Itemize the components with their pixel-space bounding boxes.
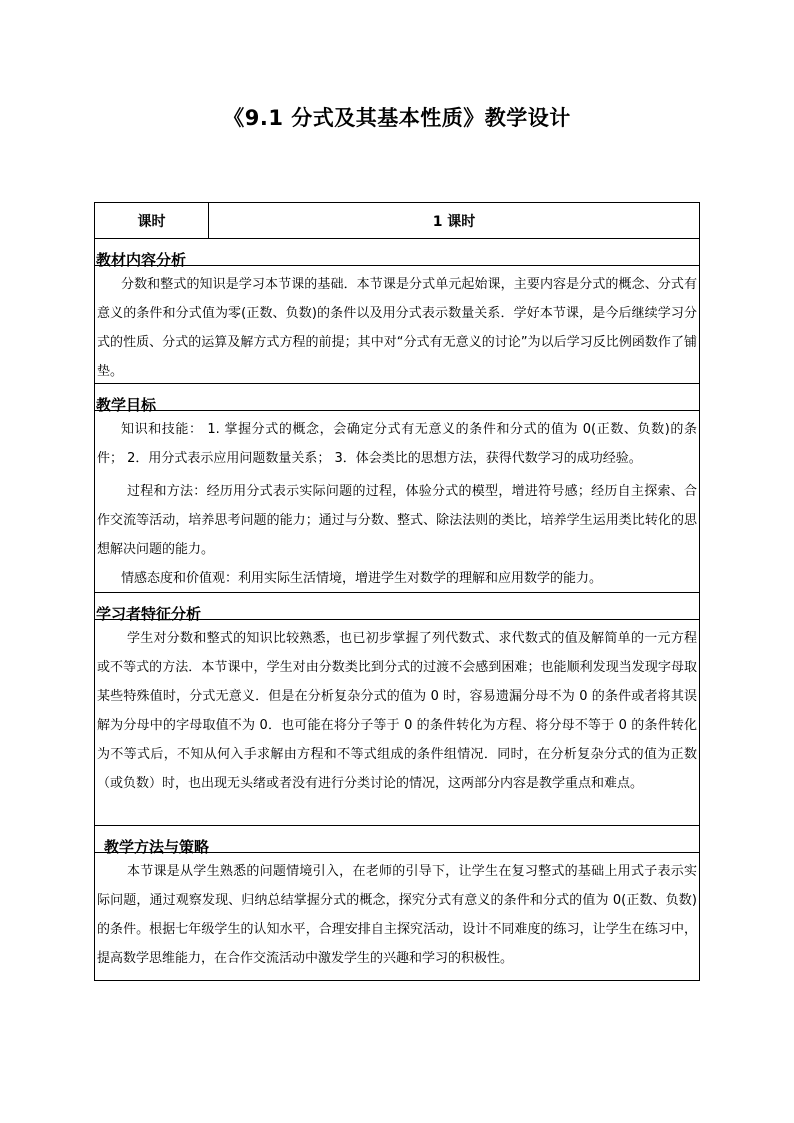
section-content <box>95 266 699 388</box>
class-hours-row <box>95 203 699 239</box>
class-hours-label: 课时 <box>95 203 209 238</box>
section-heading-row <box>95 239 699 269</box>
paragraph: 过程和方法：经历用分式表示实际问题的过程，体验分式的模型，增进符号感；经历自主探索、合作交流等活动，培养思考问题的能力；通过与分数、整式、除法法则的类比，培养学生运用类比转化的思想解决问题的能力。 <box>97 484 697 557</box>
paragraph: 学生对分数和整式的知识比较熟悉，也已初步掌握了列代数式、求代数式的值及解简单的一元方程或不等式的方法．本节课中，学生对由分数类比到分式的过渡不会感到困难；也能顺利发现当发现字母取某些特殊值时，分式无意义．但是在分析复杂分式的值为 0 时，容易遗漏分母不为 0 的条件或者将其误解为分母中的字母取值不为 0．也可能在将分子等于 0 的条件转化为方程、将分母不等于 0 的条件转化为不等式后，不知从何入手求解由方程和不等式组成的条件组情况．同时，在分析复杂分式的值为正数（或负数）时，也出现无头绪或者没有进行分类讨论的情况，这两部分内容是教学重点和难点。 <box>97 631 697 791</box>
lesson-design-table <box>94 202 700 981</box>
section-content-row <box>95 266 699 384</box>
class-hours-value: 1 课时 <box>432 213 476 230</box>
section-heading: 学习者特征分析 <box>96 605 202 623</box>
section-content <box>95 620 699 800</box>
section-heading-row <box>95 826 699 856</box>
section-heading: 教材内容分析 <box>96 251 187 269</box>
paragraph: 知识和技能： 1. 掌握分式的概念，会确定分式有无意义的条件和分式的值为 0(正数、负数)的条件； 2．用分式表示应用问题数量关系； 3．体会类比的思想方法，获得代数学习的成功经验。 <box>97 422 697 466</box>
section-heading-row <box>95 593 699 623</box>
document-title: 《9.1 分式及其基本性质》教学设计 <box>223 106 571 130</box>
paragraph: 情感态度和价值观：利用实际生活情境，增进学生对数学的理解和应用数学的能力。 <box>121 571 603 586</box>
paragraph: 分数和整式的知识是学习本节课的基础．本节课是分式单元起始课，主要内容是分式的概念、分式有意义的条件和分式值为零(正数、负数)的条件以及用分式表示数量关系．学好本节课，是今后继续学习分式的性质、分式的运算及解方式方程的前提；其中对“分式有无意义的讨论”为以后学习反比例函数作了铺垫。 <box>97 277 697 379</box>
paragraph: 本节课是从学生熟悉的问题情境引入，在老师的引导下，让学生在复习整式的基础上用式子表示实际问题，通过观察发现、归纳总结掌握分式的概念，探究分式有意义的条件和分式的值为 0(正数、负数)的条件。根据七年级学生的认知水平，合理安排自主探究活动，设计不同难度的练习，让学生在练习中，提高数学思维能力，在合作交流活动中激发学生的兴趣和学习的积极性。 <box>97 864 697 966</box>
section-heading: 教学方法与策略 <box>104 838 210 856</box>
section-content <box>95 853 699 975</box>
section-content-row <box>95 853 699 980</box>
section-content-row <box>95 411 699 593</box>
section-heading: 教学目标 <box>96 396 157 414</box>
section-content-row <box>95 620 699 826</box>
section-heading-row <box>95 384 699 414</box>
section-content <box>95 411 699 595</box>
